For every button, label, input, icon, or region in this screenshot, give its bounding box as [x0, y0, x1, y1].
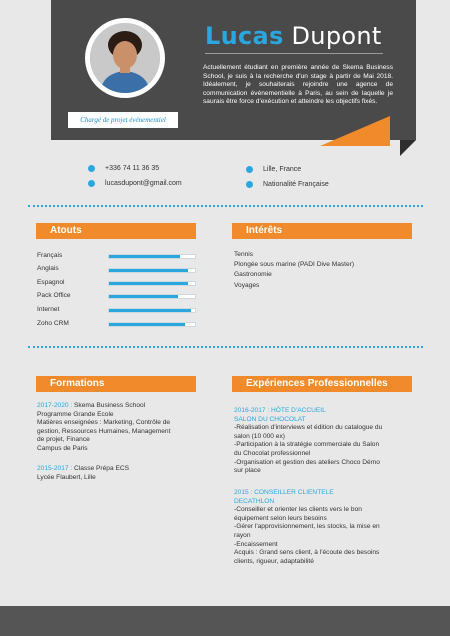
contact-email — [88, 180, 182, 187]
experience-line: salon (10 000 ex) — [234, 432, 285, 440]
blue-dot-icon — [246, 181, 253, 188]
formation-school: Skema Business School — [72, 402, 146, 409]
experiences-title: Expériences Professionnelles — [232, 376, 412, 392]
formations-title: Formations — [36, 376, 196, 392]
formation-entry — [37, 465, 217, 482]
job-title-banner: Chargé de projet événementiel — [68, 112, 178, 128]
name-divider — [205, 53, 383, 54]
avatar — [90, 23, 160, 93]
formation-school: Classe Prépa ECS — [72, 465, 130, 472]
skill-bar — [108, 294, 196, 299]
formation-line: Programme Grande Ecole — [37, 410, 114, 418]
atouts-title: Atouts — [36, 223, 196, 239]
skill-bar-fill — [109, 309, 191, 312]
interest-item: Tennis — [234, 251, 254, 258]
skill-bar-fill — [109, 282, 188, 285]
skill-bar — [108, 254, 196, 259]
interets-title: Intérêts — [232, 223, 412, 239]
contact-phone — [88, 165, 159, 172]
experience-line: -Gérer l'approvisionnement, les stocks, la mise en — [234, 523, 380, 531]
last-name: Dupont — [291, 22, 382, 50]
formation-line: gestion, Ressources Humaines, Management — [37, 427, 171, 435]
skill-bar-fill — [109, 295, 178, 298]
skill-bar — [108, 308, 196, 313]
formation-line: de projet, Finance — [37, 436, 90, 444]
contact-nationality — [246, 181, 329, 188]
email-text: lucasdupont@gmail.com — [105, 180, 182, 187]
experience-heading: SALON DU CHOCOLAT — [234, 415, 306, 423]
experience-heading: DECATHLON — [234, 497, 275, 505]
candidate-name — [205, 22, 382, 50]
city-text: Lille, France — [263, 166, 302, 173]
first-name: Lucas — [205, 22, 284, 50]
formation-line: Campus de Paris — [37, 444, 88, 452]
formation-heading — [37, 402, 217, 411]
skill-label: Espagnol — [37, 279, 65, 286]
blue-dot-icon — [88, 180, 95, 187]
skill-bar-fill — [109, 269, 188, 272]
experience-line: -Réalisation d'interviews et édition du catalogue du — [234, 424, 383, 432]
experience-line: -Participation à la stratégie commerciale du Salon — [234, 441, 380, 449]
skill-bar-fill — [109, 255, 180, 258]
formation-entry — [37, 402, 217, 454]
experience-heading: 2015 : CONSEILLER CLIENTELE — [234, 489, 334, 496]
experience-line: Acquis : Grand sens client, à l'écoute des besoins — [234, 549, 380, 557]
blue-dot-icon — [246, 166, 253, 173]
experience-entry — [234, 407, 414, 476]
skill-bar — [108, 268, 196, 273]
experience-entry — [234, 489, 414, 566]
skill-label: Français — [37, 252, 63, 259]
footer-band — [0, 606, 450, 636]
interest-item: Gastronomie — [234, 271, 272, 278]
skill-bar-fill — [109, 323, 185, 326]
interest-item: Voyages — [234, 282, 260, 289]
experience-line: du Chocolat professionnel — [234, 449, 311, 457]
skill-label: Pack Office — [37, 292, 71, 299]
skill-label: Anglais — [37, 265, 59, 272]
formation-line: Matières enseignées : Marketing, Contrôle de — [37, 419, 171, 427]
section-divider — [28, 205, 423, 207]
experience-line: -Conseiller et orienter les clients vers le bon — [234, 506, 362, 514]
blue-dot-icon — [88, 165, 95, 172]
formation-years: 2015-2017 : — [37, 465, 73, 472]
interest-item: Plongée sous marine (PADI Dive Master) — [234, 261, 355, 268]
skill-bar — [108, 322, 196, 327]
nationality-text: Nationalité Française — [263, 181, 329, 188]
experience-line: rayon — [234, 531, 251, 539]
orange-triangle-decoration — [320, 116, 390, 146]
formation-line: Lycée Flaubert, Lille — [37, 473, 96, 481]
skill-label: Internet — [37, 306, 60, 313]
formation-years: 2017-2020 : — [37, 402, 73, 409]
portrait-photo-icon — [90, 23, 160, 93]
experience-line: sur place — [234, 467, 261, 475]
section-divider — [28, 346, 423, 348]
contact-city — [246, 166, 301, 173]
experience-line: clients, rigueur, adaptabilité — [234, 557, 314, 565]
profile-summary: Actuellement étudiant en première année de Skema Business School, je suis à la recherche d'un stage à partir de Mai 2018. Idéalement, je souhaiterais rejoindre une agence de communication événementielle à Paris, au sein de laquelle je saurais être force d'exécution et atteindre les objectifs fixés. — [203, 64, 393, 106]
skill-bar — [108, 281, 196, 286]
experience-line: équipement selon leurs besoins — [234, 514, 327, 522]
experience-line: -Encaissement — [234, 540, 278, 548]
formation-heading — [37, 465, 217, 474]
experience-heading: 2016-2017 : HÔTE D'ACCUEIL — [234, 407, 326, 414]
skill-label: Zoho CRM — [37, 320, 69, 327]
experience-line: -Organisation et gestion des ateliers Choco Démo — [234, 458, 380, 466]
phone-text: +336 74 11 36 35 — [105, 165, 160, 172]
